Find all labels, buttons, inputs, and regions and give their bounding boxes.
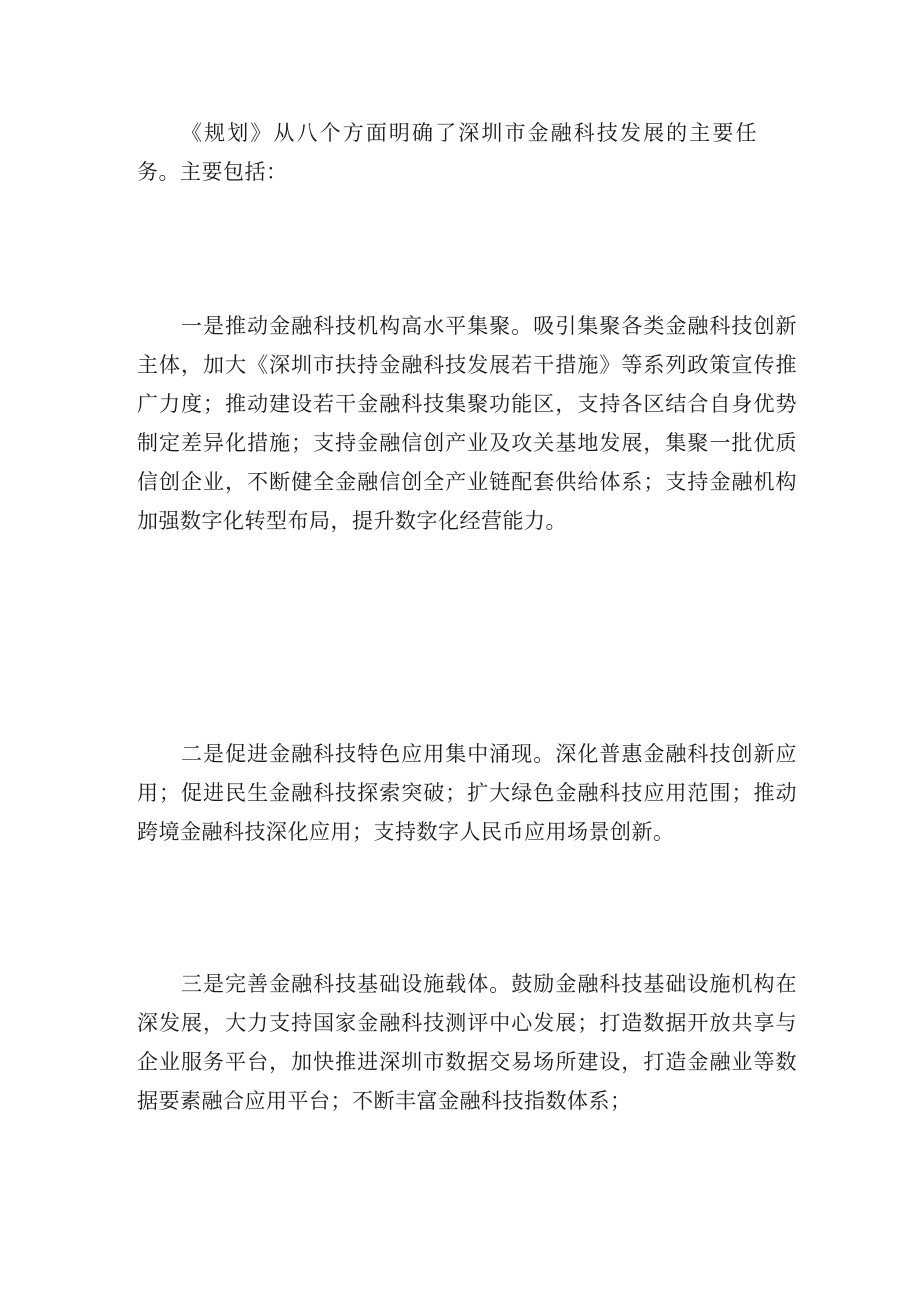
paragraph-intro: 《规划》从八个方面明确了深圳市金融科技发展的主要任务。主要包括： [137,121,757,184]
paragraph-task-one: 一是推动金融科技机构高水平集聚。吸引集聚各类金融科技创新主体，加大《深圳市扶持金融科技发展若干措施》等系列政策宣传推广力度；推动建设若干金融科技集聚功能区，支持各区结合自身优势制定差异化措施；支持金融信创产业及攻关基地发展，集聚一批优质信创企业，不断健全金融信创全产业链配套供给体系；支持金融机构加强数字化转型布局，提升数字化经营能力。 [137,314,797,533]
paragraph-task-three: 三是完善金融科技基础设施载体。鼓励金融科技基础设施机构在深发展，大力支持国家金融科技测评中心发展；打造数据开放共享与企业服务平台，加快推进深圳市数据交易场所建设，打造金融业等数据要素融合应用平台；不断丰富金融科技指数体系； [137,972,797,1113]
paragraph-task-two: 二是促进金融科技特色应用集中涌现。深化普惠金融科技创新应用；促进民生金融科技探索突破；扩大绿色金融科技应用范围；推动跨境金融科技深化应用；支持数字人民币应用场景创新。 [137,742,797,844]
